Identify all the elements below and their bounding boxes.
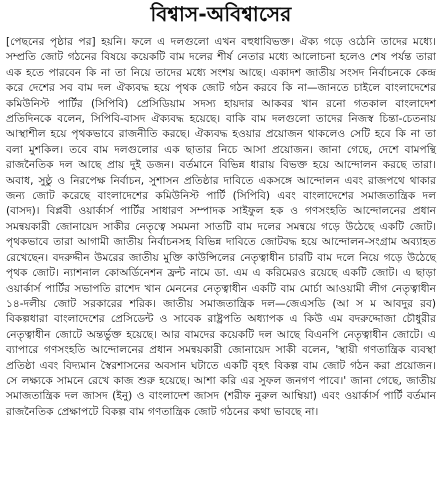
- headline: বিশ্বাস-অবিশ্বাসের: [150, 2, 292, 26]
- article-body: [6, 35, 436, 420]
- continuation-marker: [পেছনের পৃষ্ঠার পর]: [6, 36, 96, 48]
- article-text: হয়নি। ফলে এ দলগুলো এখন বহুধাবিভক্ত। ঐক্য গড়ে ওঠেনি তাদের মধ্যে। সম্প্রতি জোট গঠনের বিষয়ে কয়েকটি বাম দলের শীর্ষ নেতার মধ্যে আলোচনা হলেও শেষ পর্যন্ত তারা এক হতে পারবেন কি না তা নিয়ে তাদের মধ্যে সংশয় আছে। একাদশ জাতীয় সংসদ নির্বাচনকে কেন্দ্র করে দেশের সব বাম দল ঐক্যবদ্ধ হয়ে পৃথক জোট গঠন করবে কি না—জানতে চাইলে বাংলাদেশের কমিউনিস্ট পার্টির (সিপিবি) প্রেসিডিয়াম সদস্য হায়দার আকবর খান রনো গতকাল বাংলাদেশ প্রতিদিনকে বলেন, সিপিবি-বাসদ ঐক্যবদ্ধ হয়েছে। বাকি বাম দলগুলো তাদের নিজস্ব চিন্তা-চেতনায় আস্থাশীল হয়ে পৃথকভাবে রাজনীতি করছে। ঐক্যবদ্ধ হওয়ার প্রয়োজন থাকলেও সেটি হবে কি না তা বলা মুশকিল। তবে বাম দলগুলোর এক ছাতার নিচে আসা প্রয়োজন। জানা গেছে, দেশে বামপন্থি রাজনৈতিক দল আছে প্রায় দুই ডজন। বর্তমানে বিভিন্ন ধারায় বিভক্ত হয়ে আন্দোলন করছে তারা। অবাধ, সুষ্ঠু ও নিরপেক্ষ নির্বাচন, সুশাসন প্রতিষ্ঠার দাবিতে একসঙ্গে আন্দোলন এবং রাজপথে থাকার জন্য জোট করেছে বাংলাদেশের কমিউনিস্ট পার্টি (সিপিবি) এবং বাংলাদেশের সমাজতান্ত্রিক দল (বাসদ)। বিপ্লবী ওয়ার্কার্স পার্টির সাধারণ সম্পাদক সাইফুল হক ও গণসংহতি আন্দোলনের প্রধান সমন্বয়কারী জোনায়েদ সাকীর নেতৃত্বে সমমনা সাতটি বাম দলের সমন্বয়ে গড়ে উঠেছে একটি জোট। পৃথকভাবে তারা আগামী জাতীয় নির্বাচনসহ বিভিন্ন দাবিতে জোটবদ্ধ হয়ে আন্দোলন-সংগ্রাম অব্যাহত রেখেছেন। বদরুদ্দীন উমরের জাতীয় মুক্তি কাউন্সিলের নেতৃত্বাধীন চারটি বাম দলে নিয়ে গড়ে উঠেছে পৃথক জোট। ন্যাশনাল কোঅর্ডিনেশন ফ্রন্ট নামে ডা. এম এ করিমেরও রয়েছে একটি জোট। এ ছাড়া ওয়ার্কার্স পার্টির সভাপতি রাশেদ খান মেননের নেতৃত্বাধীন একটি বাম মোর্চা আওয়ামী লীগ নেতৃত্বাধীন ১৪-দলীয় জোট সরকারের শরিক। জাতীয় সমাজতান্ত্রিক দল—জেএসডি (আ স ম আবদুর রব) বিকল্পধারা বাংলাদেশের প্রেসিডেন্ট ও সাবেক রাষ্ট্রপতি অধ্যাপক এ কিউ এম বদরুদ্দোজা চৌধুরীর নেতৃত্বাধীন জোটে অন্তর্ভুক্ত হয়েছে। আর বামদের কয়েকটি দল আছে বিএনপি নেতৃত্বাধীন জোটে। এ ব্যাপারে গণসংহতি আন্দোলনের প্রধান সমন্বয়কারী জোনায়েদ সাকী বলেন, 'স্থায়ী গণতান্ত্রিক ব্যবস্থা প্রতিষ্ঠা এবং বিদ্যমান স্বৈরশাসনের অবসান ঘটাতে একটি বৃহৎ বিকল্প বাম জোট গঠন করা প্রয়োজন। সে লক্ষ্যকে সামনে রেখে কাজ শুরু হয়েছে। আশা করি এর সুফল জনগণ পাবে।' জানা গেছে, জাতীয় সমাজতান্ত্রিক দল জাসদ (ইনু) ও বাংলাদেশ জাসদ (শরীফ নুরুল আম্বিয়া) এবং ওয়ার্কার্স পার্টি বর্তমান রাজনৈতিক প্রেক্ষাপটে বিকল্প বাম গণতান্ত্রিক জোট গঠনের কথা ভাবছে না।: [6, 36, 436, 418]
